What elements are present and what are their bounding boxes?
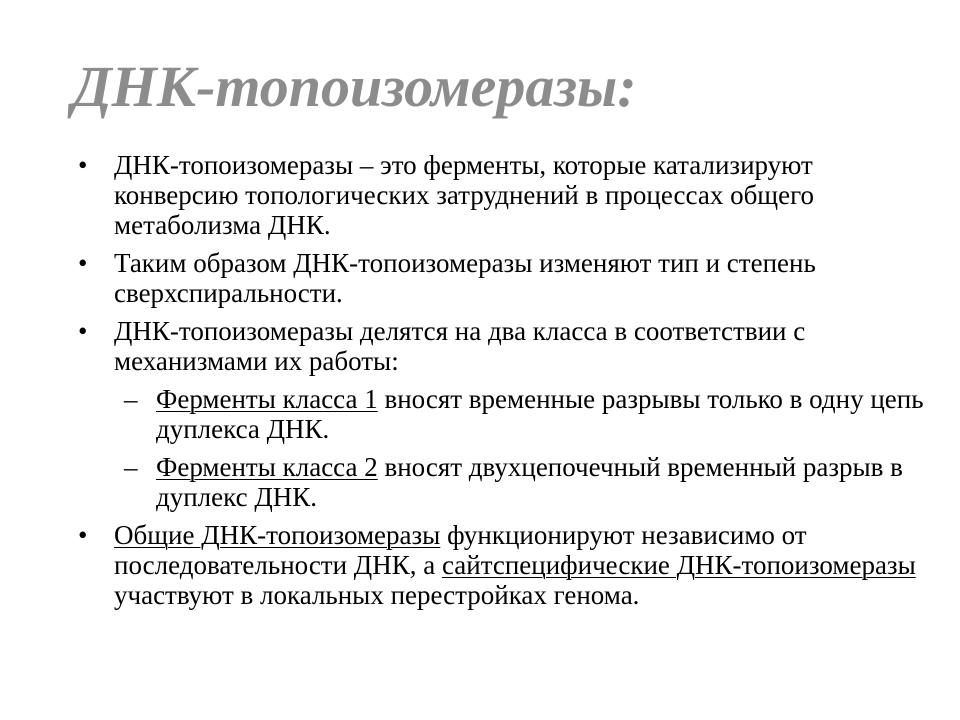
bullet-list — [72, 150, 932, 618]
sub-item-text: вносят временные разрывы только в одну цепь дуплекса ДНК. — [156, 384, 924, 444]
bullet-text: ДНК-топоизомеразы делятся на два класса в соответствии с механизмами их работы: — [114, 316, 806, 376]
bullet-item-4 — [72, 520, 932, 610]
sub-item-text: вносят двухцепочечный временный разрыв в дуплекс ДНК. — [156, 452, 903, 512]
site-specific-topoisomerases-term: сайтспецифические ДНК-топоизомеразы — [441, 550, 916, 580]
sub-marker: – — [124, 384, 138, 414]
bullet-text: Таким образом ДНК-топоизомеразы изменяют тип и степень сверхспиральности. — [114, 248, 816, 308]
bullet-text: функционируют независимо от последовательности ДНК, а — [114, 520, 807, 580]
bullet-marker: • — [78, 150, 88, 180]
sub-item-class-1 — [72, 384, 932, 444]
bullet-item-1 — [72, 150, 932, 240]
sub-marker: – — [124, 452, 138, 482]
sub-item-class-2 — [72, 452, 932, 512]
bullet-marker: • — [78, 520, 88, 550]
class-2-term: Ферменты класса 2 — [156, 452, 378, 482]
bullet-item-2 — [72, 248, 932, 308]
bullet-item-3 — [72, 316, 932, 376]
bullet-text: участвуют в локальных перестройках генома. — [114, 580, 640, 610]
bullet-text: ДНК-топоизомеразы – это ферменты, которые катализируют конверсию топологических затруднений в процессах общего метаболизма ДНК. — [114, 150, 814, 240]
general-topoisomerases-term: Общие ДНК-топоизомеразы — [114, 520, 441, 550]
class-1-term: Ферменты класса 1 — [156, 384, 378, 414]
slide-title: ДНК-топоизомеразы: — [72, 54, 637, 119]
bullet-marker: • — [78, 248, 88, 278]
bullet-marker: • — [78, 316, 88, 346]
